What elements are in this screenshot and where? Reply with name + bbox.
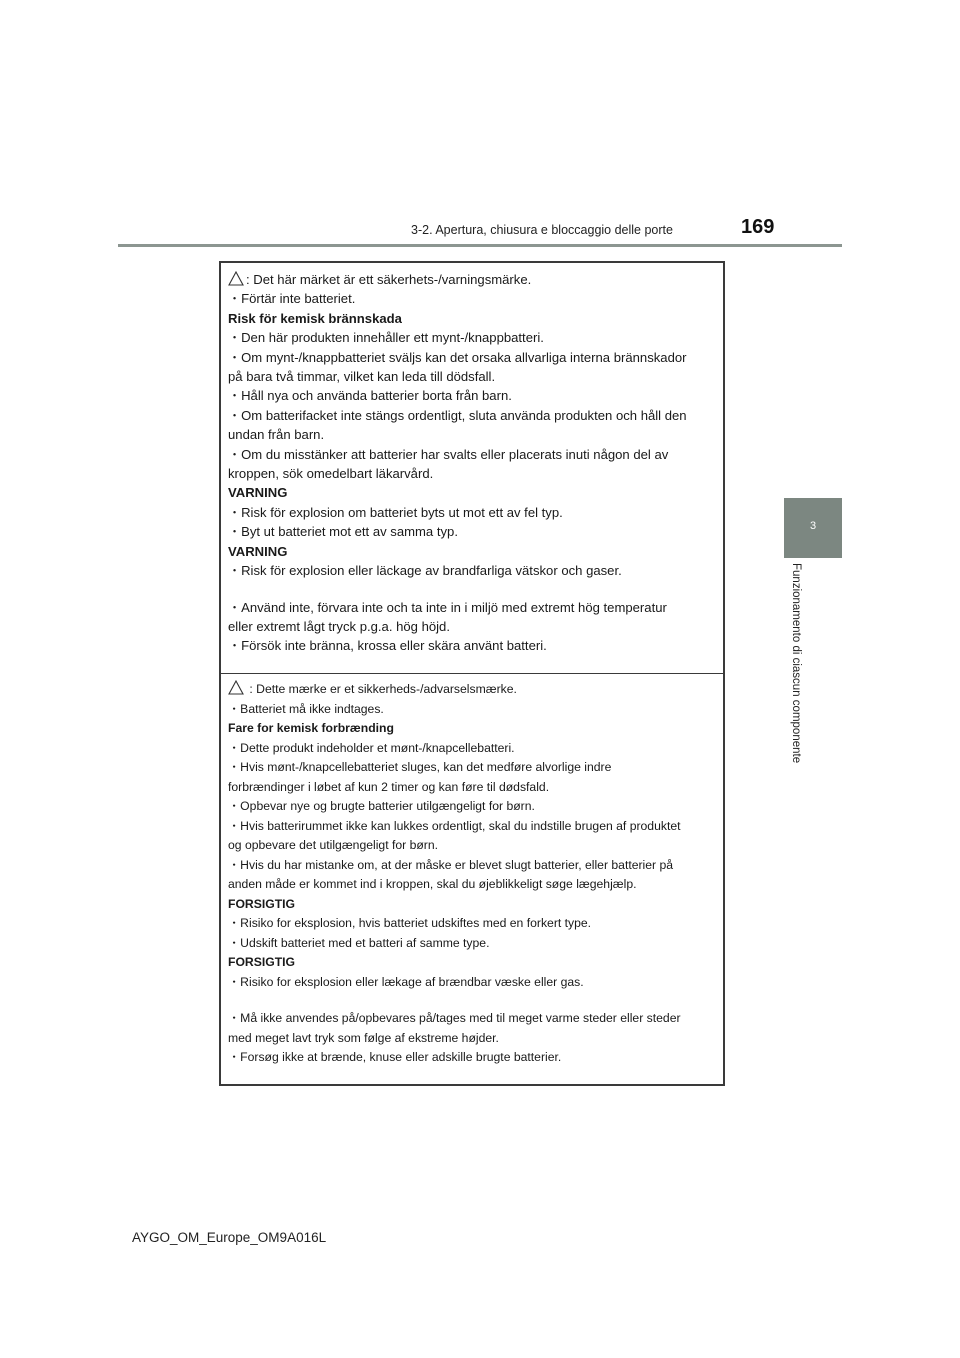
warning-panel-swedish xyxy=(219,261,725,674)
text-line: ・Forsøg ikke at brænde, knuse eller adskille brugte batterier. xyxy=(228,1050,562,1064)
text-line: ・Hvis du har mistanke om, at der måske er blevet slugt batterier, eller batterier på xyxy=(228,857,674,872)
text-line: ・Risk för explosion om batteriet byts ut mot ett av fel typ. xyxy=(228,504,563,520)
warning-label-line xyxy=(228,680,715,700)
heading-line: FORSIGTIG xyxy=(228,896,296,911)
text-line: ・Om mynt-/knappbatteriet sväljs kan det orsaka allvarliga interna brännskador xyxy=(228,349,687,365)
text-line: undan från barn. xyxy=(228,427,325,443)
text-line: ・Använd inte, förvara inte och ta inte in i miljö med extremt hög temperatur xyxy=(228,599,667,615)
section-title: 3-2. Apertura, chiusura e bloccaggio delle porte xyxy=(411,223,673,237)
warning-panel-danish xyxy=(219,673,725,1086)
header-rule xyxy=(118,244,842,247)
warning-label-line xyxy=(228,270,715,289)
text-line: ・Håll nya och använda batterier borta från barn. xyxy=(228,388,512,404)
text-line: anden måde er kommet ind i kroppen, skal du øjeblikkeligt søge lægehjælp. xyxy=(228,877,637,891)
text-line: kroppen, sök omedelbart läkarvård. xyxy=(228,466,434,482)
spacer xyxy=(228,992,715,1009)
text-line: på bara två timmar, vilket kan leda till dödsfall. xyxy=(228,369,496,385)
text-line: ・Förtär inte batteriet. xyxy=(228,291,356,307)
text-line: ・Batteriet må ikke indtages. xyxy=(228,701,384,716)
heading-line: VARNING xyxy=(228,485,288,501)
chapter-tab xyxy=(784,498,842,558)
text-line: forbrændinger i løbet af kun 2 timer og kan føre til dødsfald. xyxy=(228,779,550,794)
text-line: ・Den här produkten innehåller ett mynt-/knappbatteri. xyxy=(228,330,544,346)
chapter-label: Funzionamento di ciascun componente xyxy=(790,563,802,764)
text-line: ・Risiko for eksplosion, hvis batteriet udskiftes med en forkert type. xyxy=(228,916,592,930)
page-number: 169 xyxy=(741,216,775,238)
text-line: ・Försök inte bränna, krossa eller skära använt batteri. xyxy=(228,638,547,654)
text-line: ・Byt ut batteriet mot ett av samma typ. xyxy=(228,524,458,540)
text-line: med meget lavt tryk som følge af ekstreme højder. xyxy=(228,1030,499,1045)
warning-label-text: : Det här märket är ett säkerhets-/varningsmärke. xyxy=(246,272,532,287)
text-line: ・Om batterifacket inte stängs ordentligt, sluta använda produkten och håll den xyxy=(228,407,687,423)
warning-label-text: : Dette mærke er et sikkerheds-/advarselsmærke. xyxy=(246,682,517,696)
text-line: ・Hvis mønt-/knapcellebatteriet sluges, kan det medføre alvorlige indre xyxy=(228,760,612,774)
text-line: eller extremt lågt tryck p.g.a. hög höjd. xyxy=(228,618,450,634)
spacer xyxy=(228,581,715,598)
warning-triangle-icon xyxy=(228,271,244,286)
heading-line: FORSIGTIG xyxy=(228,955,296,969)
text-line: ・Risiko for eksplosion eller lækage af brændbar væske eller gas. xyxy=(228,974,584,989)
document-code: AYGO_OM_Europe_OM9A016L xyxy=(132,1230,327,1245)
text-line: og opbevare det utilgængeligt for børn. xyxy=(228,838,439,852)
text-line: ・Om du misstänker att batterier har svalts eller placerats inuti någon del av xyxy=(228,446,669,462)
text-line: ・Opbevar nye og brugte batterier utilgængeligt for børn. xyxy=(228,799,535,813)
chapter-tab-number: 3 xyxy=(809,520,817,532)
heading-line: VARNING xyxy=(228,543,288,559)
text-line: ・Hvis batterirummet ikke kan lukkes ordentligt, skal du indstille brugen af produktet xyxy=(228,818,681,833)
text-line: ・Udskift batteriet med et batteri af samme type. xyxy=(228,935,490,950)
text-line: ・Må ikke anvendes på/opbevares på/tages med til meget varme steder eller steder xyxy=(228,1011,681,1025)
text-line: ・Risk för explosion eller läckage av brandfarliga vätskor och gaser. xyxy=(228,563,622,579)
warning-triangle-icon xyxy=(228,680,244,695)
heading-line: Fare for kemisk forbrænding xyxy=(228,721,394,735)
heading-line: Risk för kemisk brännskada xyxy=(228,310,402,326)
text-line: ・Dette produkt indeholder et mønt-/knapcellebatteri. xyxy=(228,740,515,755)
